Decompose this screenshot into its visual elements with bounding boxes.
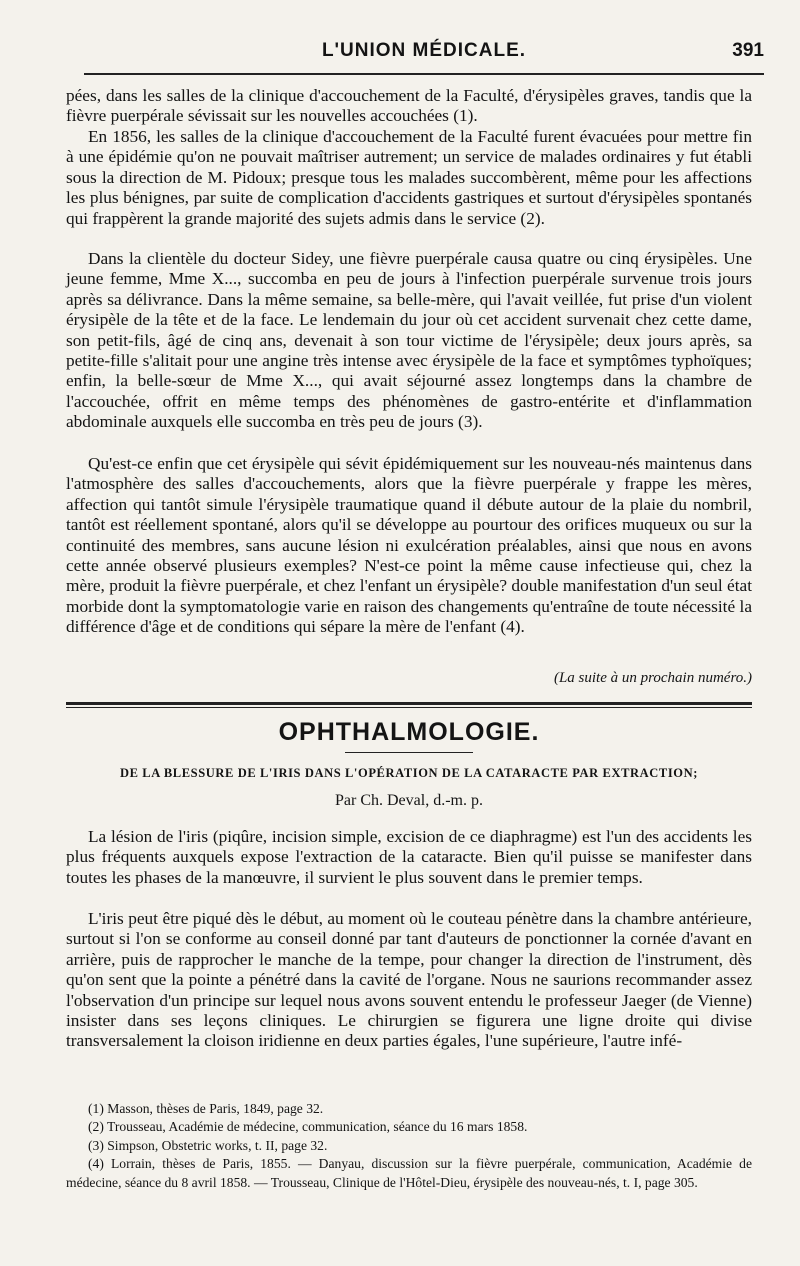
footnote: (3) Simpson, Obstetric works, t. II, page 32. — [88, 1137, 328, 1153]
article-title: DE LA BLESSURE DE L'IRIS DANS L'OPÉRATION DE LA CATARACTE PAR EXTRACTION; — [119, 766, 699, 780]
section-paragraph: L'iris peut être piqué dès le début, au moment où le couteau pénètre dans la chambre antérieure, surtout si l'on se conforme au conseil donné par tant d'auteurs de ponctionner la cornée d'avant en arrière, puis de rapprocher le manche de la tempe, pour changer la direction de l'instrument, dès qu'on sent que la pointe a pénétré dans la cavité de l'organe. Nous ne saurions recommander assez l'observation d'un principe sur lequel nous avons souvent entendu le professeur Jaeger (de Vienne) insister dans ses leçons cliniques. Le chirurgien se figurera une ligne droite qui divise transversalement la cloison iridienne en deux parties égales, l'une supérieure, l'autre infé- — [66, 909, 752, 1051]
section-title: OPHTHALMOLOGIE. — [278, 718, 540, 746]
section-rule-thick — [66, 702, 752, 705]
running-header — [84, 40, 764, 70]
title-underline-rule — [345, 752, 473, 753]
footnotes — [66, 1100, 752, 1192]
running-title: L'UNION MÉDICALE. — [321, 40, 527, 61]
footnote: (2) Trousseau, Académie de médecine, communication, séance du 16 mars 1858. — [88, 1119, 528, 1135]
section-rule-thin — [66, 707, 752, 708]
section-paragraph: La lésion de l'iris (piqûre, incision simple, excision de ce diaphragme) est l'un des accidents les plus fréquents auxquels expose l'extraction de la cataracte. Bien qu'il puisse se manifester dans toutes les phases de la manœuvre, il survient le plus souvent dans le premier temps. — [66, 827, 752, 887]
continuation-note: (La suite à un prochain numéro.) — [553, 670, 752, 686]
header-rule — [84, 73, 764, 75]
page-number: 391 — [732, 40, 764, 61]
body-paragraph: Dans la clientèle du docteur Sidey, une fièvre puerpérale causa quatre ou cinq érysipèles. Une jeune femme, Mme X..., succomba en peu de jours à l'infection puerpérale survenue trois jours après sa délivrance. Dans la même semaine, sa belle-mère, qui l'avait veillée, fut prise d'un violent érysipèle de la tête et de la face. Le lendemain du jour où cet accident survenait chez cette dame, son petit-fils, âgé de cinq ans, devenait à son tour victime de l'érysipèle; deux jours après, sa petite-fille s'alitait pour une angine très intense avec érysipèle de la face et symptômes typhoïques; enfin, la belle-sœur de Mme X..., qui avait séjourné assez longtemps dans la chambre de l'accouchée, offrit en même temps des phénomènes de gastro-entérite et d'inflammation abdominale auxquels elle succomba en très peu de jours (3). — [66, 249, 752, 432]
footnote: (4) Lorrain, thèses de Paris, 1855. — Danyau, discussion sur la fièvre puerpérale, communication, Académie de médecine, séance du 8 avril 1858. — Trousseau, Clinique de l'Hôtel-Dieu, érysipèle des nouveau-nés, t. I, page 305. — [66, 1156, 752, 1190]
byline: Par Ch. Deval, d.-m. p. — [335, 792, 483, 809]
body-paragraph: Qu'est-ce enfin que cet érysipèle qui sévit épidémiquement sur les nouveau-nés maintenus dans l'atmosphère des salles d'accouchements, alors que la fièvre puerpérale y frappe les mères, affection qui tantôt simule l'érysipèle traumatique quand il débute autour de la plaie du nombril, tantôt est réellement spontané, alors qu'il se développe au pourtour des orifices muqueux ou sur la continuité des membres, sans aucune lésion ni exulcération préalables, ainsi que nous en avons cette année observé plusieurs exemples? N'est-ce point la même cause infectieuse qui, chez la mère, produit la fièvre puerpérale, et chez l'enfant un érysipèle? double manifestation d'un seul état morbide dont la symptomatologie varie en raison des changements qu'entraîne de toute nécessité la différence d'âge et de conditions qui sépare la mère de l'enfant (4). — [66, 454, 752, 637]
footnote: (1) Masson, thèses de Paris, 1849, page 32. — [88, 1101, 324, 1116]
body-paragraph: En 1856, les salles de la clinique d'accouchement de la Faculté furent évacuées pour mettre fin à une épidémie qu'on ne pouvait maîtriser autrement; un service de malades ordinaires y fut établi sous la direction de M. Pidoux; presque tous les malades succombèrent, même pour les affections les plus bénignes, par suite de complication d'accidents gastriques et surtout d'érysipèles spontanés qui frappèrent la grande majorité des sujets admis dans le service (2). — [66, 127, 752, 228]
body-paragraph: pées, dans les salles de la clinique d'accouchement de la Faculté, d'érysipèles graves, tandis que la fièvre puerpérale sévissait sur les nouvelles accouchées (1). — [66, 86, 752, 126]
